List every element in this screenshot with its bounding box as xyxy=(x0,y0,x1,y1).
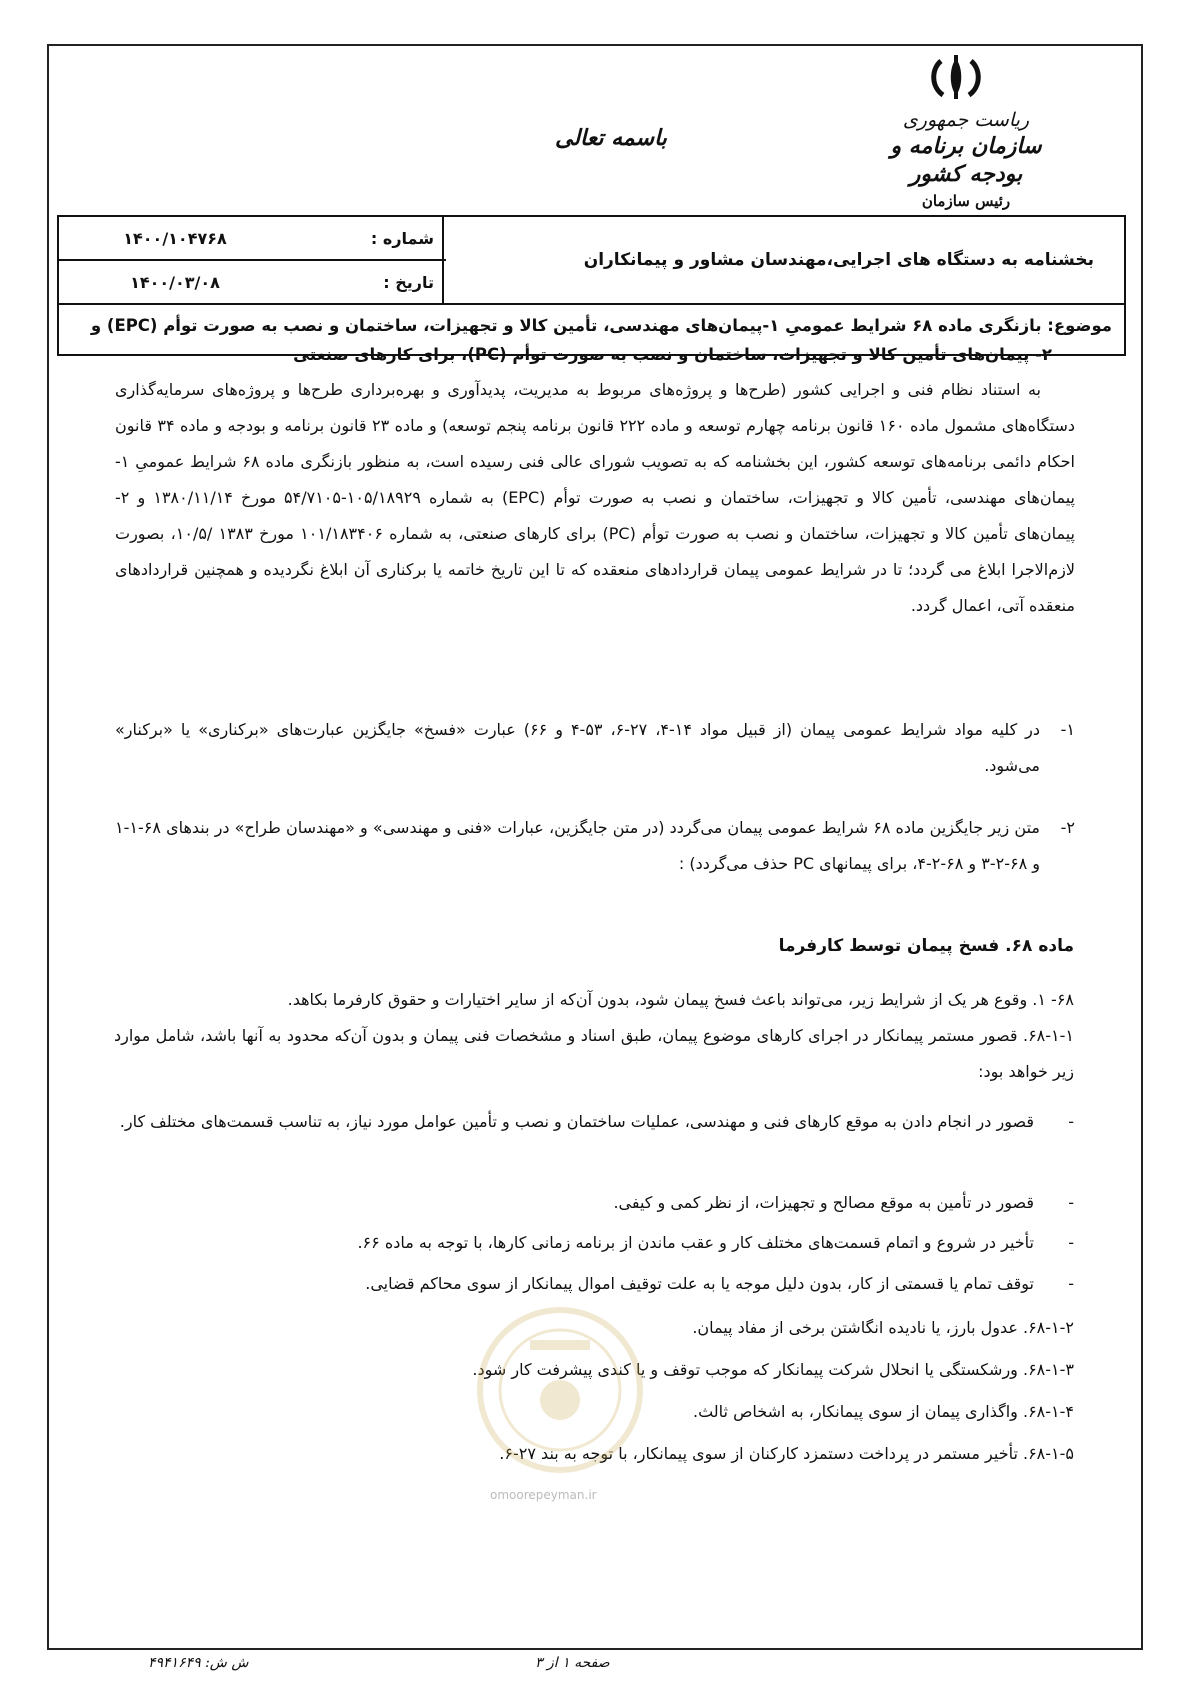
bullet-item xyxy=(114,1225,1074,1261)
basmala: باسمه تعالی xyxy=(555,125,667,151)
date-row xyxy=(59,261,446,303)
subject-line-2: ۲- پیمان‌های تأمین کالا و تجهیزات، ساختمان و نصب به صورت توأم (PC)، برای کارهای صنعتی xyxy=(293,345,1052,364)
bullet-text: تأخیر در شروع و اتمام قسمت‌های مختلف کار و عقب ماندن از برنامه زمانی کارها، با توجه به ماده ۶۶. xyxy=(357,1233,1034,1252)
letter-meta xyxy=(59,217,446,303)
watermark-seal-icon xyxy=(470,1300,650,1480)
bullet-item xyxy=(114,1104,1074,1140)
item-number: ۱- xyxy=(1060,720,1075,739)
organization-heading xyxy=(871,108,1061,210)
intro-paragraph: به استناد نظام فنی و اجرایی کشور (طرح‌ها و پروژه‌های مربوط به مدیریت، پدیدآوری و بهره‌برداری طرح‌ها و پروژه‌های سرمایه‌گذاری دستگاه‌های مشمول ماده ۱۶۰ قانون برنامه چهارم توسعه و ماده ۲۲۲ قانون برنامه پنجم توسعه) و ماده ۲۳ قانون برنامه و بودجه و ماده ۳۴ قانون احکام دائمی برنامه‌های توسعه کشور، این بخشنامه که به تصویب شورای عالی فنی رسیده است، به منظور بازنگری ماده ۶۸ شرایط عمومیِ ۱- پیمان‌های مهندسی، تأمین کالا و تجهیزات، ساختمان و نصب به صورت توأم (EPC) به شماره ۱۰۵/۱۸۹۲۹-۵۴/۷۱۰۵ مورخ ۱۳۸۰/۱۱/۱۴ و ۲- پیمان‌های تأمین کالا و تجهیزات، ساختمان و نصب به صورت توأم (PC) برای کارهای صنعتی، به شماره ۱۰۱/۱۸۳۴۰۶ مورخ ۱۳۸۳ /۱۰/۵، بصورت لازم‌الاجرا ابلاغ می گردد؛ تا در شرایط عمومی پیمان قراردادهای منعقده که تا این تاریخ خاتمه یا برکناری آن ابلاغ نگردیده و همچنین قراردادهای منعقده آتی، اعمال گردد. xyxy=(115,380,1076,615)
clause-68-1-4: ۶۸-۱-۴. واگذاری پیمان از سوی پیمانکار، به اشخاص ثالث. xyxy=(693,1402,1074,1421)
subject-line-1: موضوع: بازنگری ماده ۶۸ شرایط عمومیِ ۱-پیمان‌های مهندسی، تأمین کالا و تجهیزات، ساختمان و نصب به صورت توأم (EPC) و xyxy=(90,316,1112,335)
number-value: ۱۴۰۰/۱۰۴۷۶۸ xyxy=(123,228,227,248)
org-line-head: رئیس سازمان xyxy=(921,192,1011,210)
clause-68-1-5: ۶۸-۱-۵. تأخیر مستمر در پرداخت دستمزد کارکنان از سوی پیمانکار، با توجه به بند ۲۷-۶. xyxy=(499,1444,1074,1463)
bullet-dash: - xyxy=(1068,1112,1074,1131)
bullet-item xyxy=(114,1266,1074,1302)
org-line-presidency: ریاست جمهوری xyxy=(902,109,1030,131)
subject xyxy=(59,305,1124,369)
letter-header-box xyxy=(57,215,1126,364)
page-number: صفحه ۱ از ۳ xyxy=(535,1655,610,1671)
document-reference: ش ش: ۴۹۴۱۶۴۹ xyxy=(148,1655,249,1671)
number-row xyxy=(59,217,446,261)
clause-68-1: ۶۸- ۱. وقوع هر یک از شرایط زیر، می‌تواند باعث فسخ پیمان شود، بدون آن‌که از سایر اختیارات و حقوق کارفرما بکاهد. xyxy=(287,990,1074,1009)
iran-emblem-icon xyxy=(911,55,1001,99)
bullet-dash: - xyxy=(1068,1274,1074,1293)
circular-recipients: بخشنامه به دستگاه های اجرایی،مهندسان مشاور و پیمانکاران xyxy=(442,217,1124,303)
item-text: در کلیه مواد شرایط عمومی پیمان (از قبیل مواد ۱۴-۴، ۲۷-۶، ۵۳-۴ و ۶۶) عبارت «فسخ» جایگزین عبارت‌های «برکناری» یا «برکنار» می‌شود. xyxy=(115,720,1041,775)
bullet-text: توقف تمام یا قسمتی از کار، بدون دلیل موجه یا به علت توقیف اموال پیمانکار از سوی محاکم قضایی. xyxy=(365,1274,1034,1293)
bullet-dash: - xyxy=(1068,1193,1074,1212)
bullet-item xyxy=(114,1185,1074,1221)
clause-68-1-3: ۶۸-۱-۳. ورشکستگی یا انحلال شرکت پیمانکار که موجب توقف و یا کندی پیشرفت کار شود. xyxy=(472,1360,1074,1379)
header-row xyxy=(59,217,1124,305)
clause-68-1-1: ۶۸-۱-۱. قصور مستمر پیمانکار در اجرای کارهای موضوع پیمان، طبق اسناد و مشخصات فنی پیمان و بدون آن‌که محدود به آنها باشد، شامل موارد زیر خواهد بود: xyxy=(114,1026,1074,1081)
item-number: ۲- xyxy=(1060,818,1075,837)
list-item xyxy=(115,810,1075,882)
clause-68-1-2: ۶۸-۱-۲. عدول بارز، یا نادیده انگاشتن برخی از مفاد پیمان. xyxy=(692,1318,1074,1337)
list-item xyxy=(115,712,1075,784)
org-line-organization: سازمان برنامه و بودجه کشور xyxy=(890,133,1042,187)
bullet-text: قصور در تأمین به موقع مصالح و تجهیزات، از نظر کمی و کیفی. xyxy=(613,1193,1034,1212)
item-text: متن زیر جایگزین ماده ۶۸ شرایط عمومی پیمان می‌گردد (در متن جایگزین، عبارات «فنی و مهندسی» و «مهندسان طراح» در بندهای ۶۸-۱-۱ و ۶۸-۲-۳ و ۶۸-۲-۴، برای پیمانهای PC حذف می‌گردد) : xyxy=(115,818,1040,873)
bullet-text: قصور در انجام دادن به موقع کارهای فنی و مهندسی، عملیات ساختمان و نصب و تأمین عوامل مورد نیاز، به تناسب قسمت‌های مختلف کار. xyxy=(119,1112,1034,1131)
watermark-url: omoorepeyman.ir xyxy=(490,1488,597,1502)
bullet-dash: - xyxy=(1068,1233,1074,1252)
number-label: شماره : xyxy=(370,228,434,248)
article-title: ماده ۶۸. فسخ پیمان توسط کارفرما xyxy=(778,936,1074,956)
date-value: ۱۴۰۰/۰۳/۰۸ xyxy=(130,272,220,292)
date-label: تاریخ : xyxy=(383,272,434,292)
